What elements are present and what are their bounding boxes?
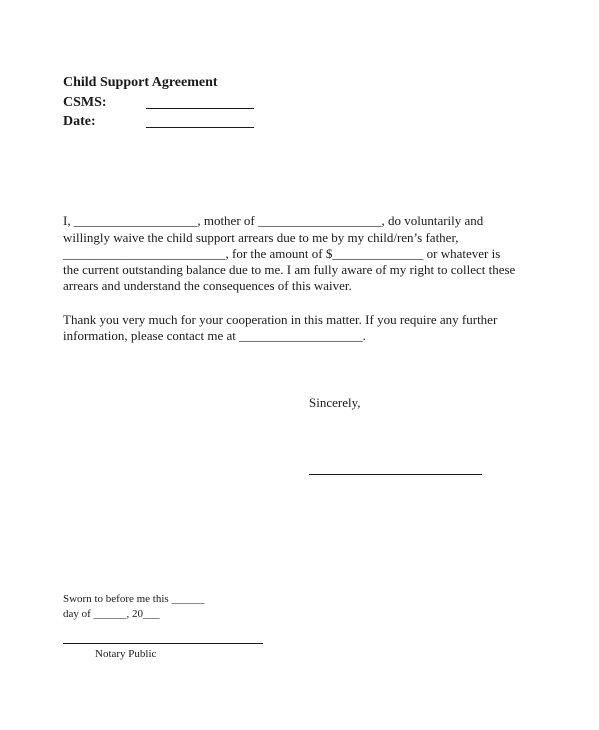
document-title: Child Support Agreement [63, 75, 218, 90]
date-label: Date: [63, 114, 96, 129]
paragraph-1-line-4: the current outstanding balance due to me. I am fully aware of my right to collect these [63, 262, 516, 277]
notary-signature-line [63, 643, 263, 644]
paragraph-1-line-1: I, ___________________, mother of ___________________, do voluntarily and [63, 213, 484, 228]
paragraph-2-line-1: Thank you very much for your cooperation in this matter. If you require any further [63, 312, 498, 327]
notary-sworn-line: Sworn to before me this ______ [63, 593, 205, 605]
paragraph-2-line-2: information, please contact me at ___________________. [63, 328, 366, 343]
paragraph-1-line-5: arrears and understand the consequences of this waiver. [63, 278, 352, 293]
csms-blank-line [146, 108, 254, 109]
notary-day-line: day of ______, 20___ [63, 608, 160, 620]
notary-public-label: Notary Public [95, 648, 157, 660]
signature-line [309, 474, 482, 475]
csms-label: CSMS: [63, 95, 107, 110]
paragraph-1-line-3: _________________________, for the amount of $______________ or whatever is [63, 246, 501, 261]
closing-sincerely: Sincerely, [309, 395, 361, 410]
paragraph-1-line-2: willingly waive the child support arrears due to me by my child/ren’s father, [63, 230, 459, 245]
date-blank-line [146, 127, 254, 128]
